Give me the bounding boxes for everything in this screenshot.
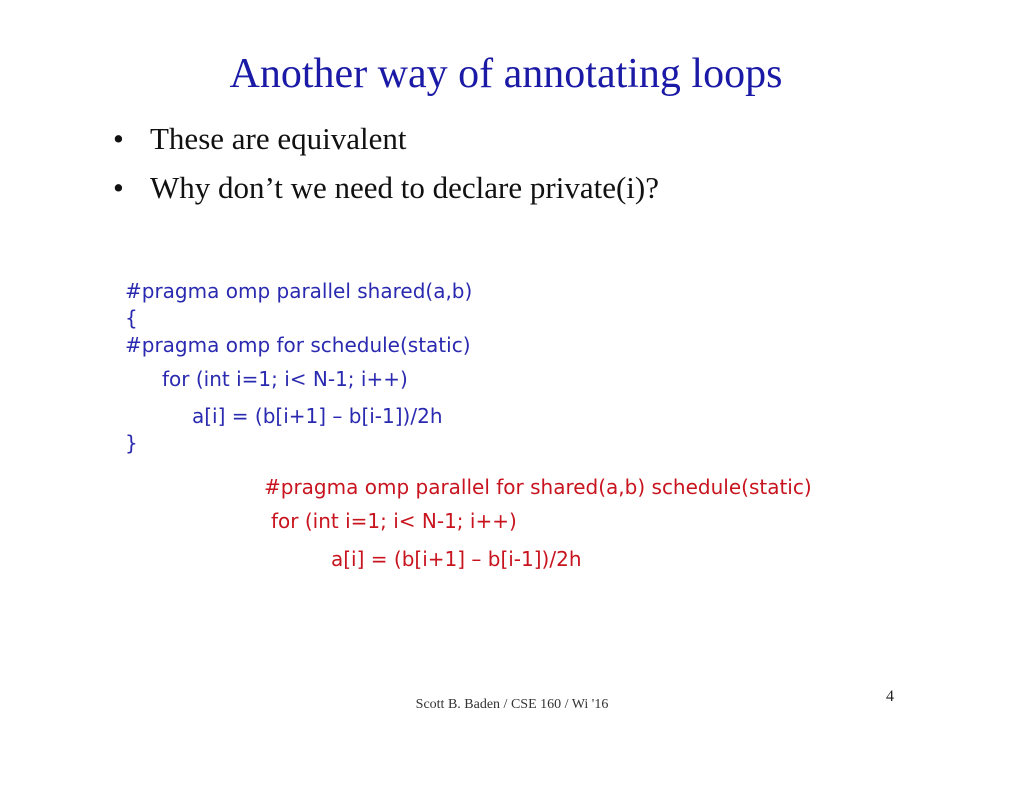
bullet-marker: • — [113, 121, 124, 156]
code-line: } — [125, 431, 138, 455]
bullet-list — [113, 119, 659, 217]
code-line: #pragma omp parallel shared(a,b) — [125, 279, 473, 303]
code-line: a[i] = (b[i+1] – b[i-1])/2h — [331, 547, 582, 571]
bullet-item — [113, 168, 659, 217]
slide-title: Another way of annotating loops — [229, 51, 783, 97]
slide-footer: Scott B. Baden / CSE 160 / Wi '16 — [415, 697, 609, 712]
code-line: #pragma omp for schedule(static) — [125, 333, 471, 357]
page-number: 4 — [886, 688, 894, 705]
bullet-marker: • — [113, 170, 124, 205]
code-line: #pragma omp parallel for shared(a,b) schedule(static) — [264, 475, 812, 499]
bullet-item — [113, 119, 659, 168]
bullet-text: Why don’t we need to declare private(i)? — [150, 170, 659, 205]
code-line: a[i] = (b[i+1] – b[i-1])/2h — [192, 404, 443, 428]
code-line: for (int i=1; i< N-1; i++) — [162, 367, 408, 391]
bullet-text: These are equivalent — [150, 121, 407, 156]
code-line: { — [125, 306, 138, 330]
code-line: for (int i=1; i< N-1; i++) — [271, 509, 517, 533]
